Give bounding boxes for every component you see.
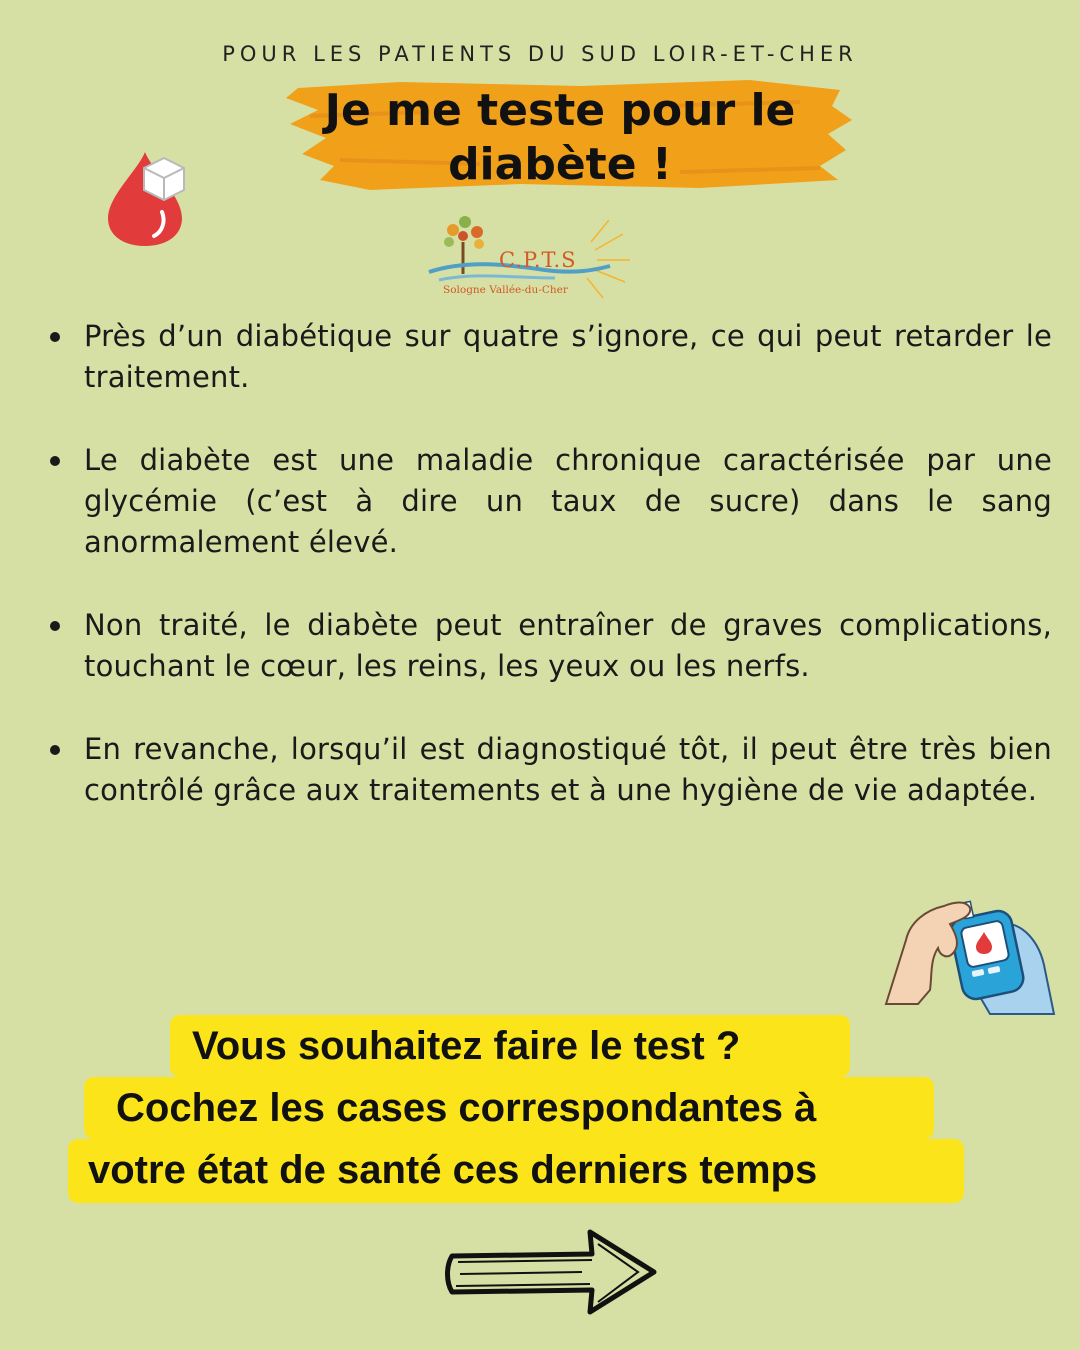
page-title: Je me teste pour le diabète ! (324, 85, 796, 190)
arrow-right-icon[interactable] (442, 1226, 662, 1318)
logo-subtitle: Sologne Vallée-du-Cher (443, 284, 568, 296)
bullet-icon (50, 456, 60, 466)
bullet-icon (50, 332, 60, 342)
list-item-text: Non traité, le diabète peut entraîner de graves complications, touchant le cœur, les reins, les yeux ou les nerfs. (84, 608, 1052, 683)
bullet-icon (50, 745, 60, 755)
blood-drop-sugar-cube-icon (100, 148, 190, 248)
list-item (48, 440, 1052, 563)
cta-line-3: votre état de santé ces derniers temps (68, 1139, 964, 1203)
eyebrow-text: POUR LES PATIENTS DU SUD LOIR-ET-CHER (222, 42, 858, 66)
cta-line-2: Cochez les cases correspondantes à (84, 1077, 934, 1139)
list-item-text: En revanche, lorsqu’il est diagnostiqué tôt, il peut être très bien contrôlé grâce aux traitements et à une hygiène de vie adaptée. (84, 732, 1052, 807)
list-item (48, 605, 1052, 687)
bullet-icon (50, 621, 60, 631)
info-list (48, 316, 1052, 853)
list-item-text: Le diabète est une maladie chronique caractérisée par une glycémie (c’est à dire un taux de sucre) dans le sang anormalement élevé. (84, 443, 1052, 559)
glucose-meter-icon (880, 880, 1060, 1020)
list-item (48, 729, 1052, 811)
cpts-logo (425, 212, 635, 304)
list-item (48, 316, 1052, 398)
logo-name: C.P.T.S (499, 248, 577, 272)
title-banner (280, 76, 860, 194)
cta-line-1: Vous souhaitez faire le test ? (170, 1015, 850, 1077)
list-item-text: Près d’un diabétique sur quatre s’ignore, ce qui peut retarder le traitement. (84, 319, 1052, 394)
